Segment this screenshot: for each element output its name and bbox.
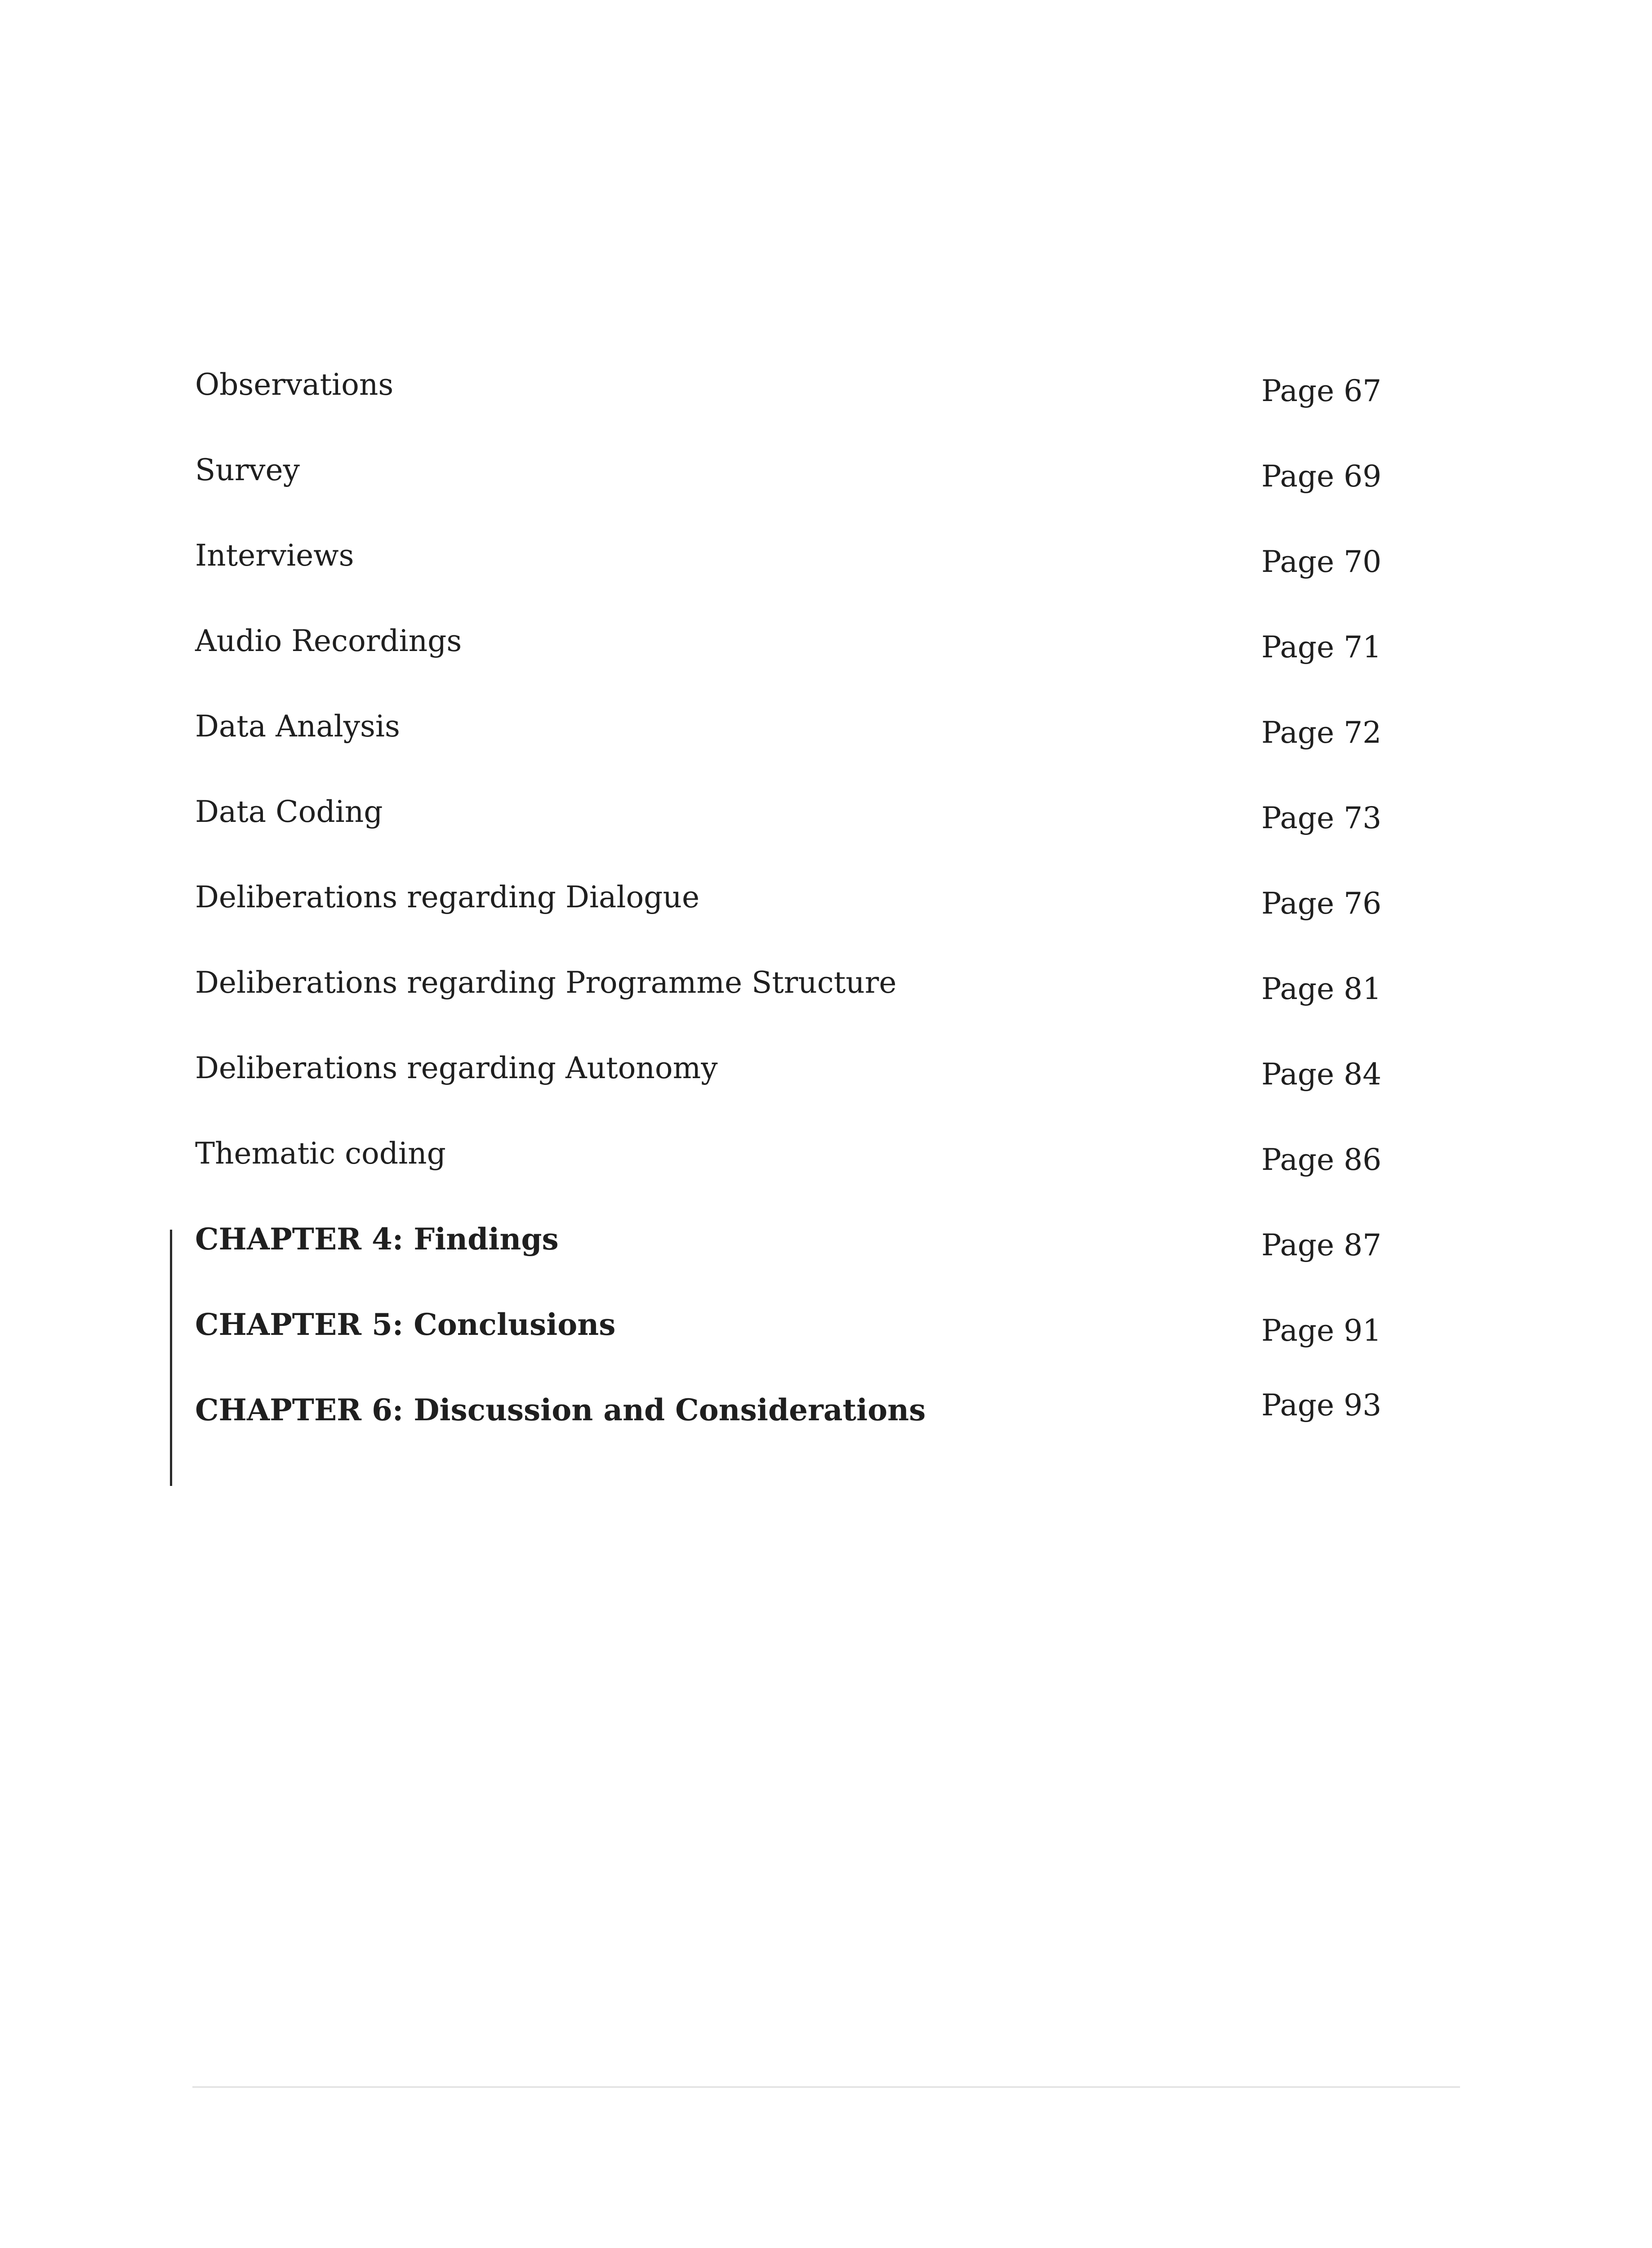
toc-entry-title: Deliberations regarding Dialogue <box>195 880 699 914</box>
toc-entry-chapter-6 <box>195 1387 1409 1473</box>
toc-entry-title: Audio Recordings <box>195 624 462 658</box>
toc-entry-title: CHAPTER 4: Findings <box>195 1222 559 1257</box>
toc-entry-deliberations-autonomy <box>195 1046 1409 1131</box>
toc-entry-title: Deliberations regarding Autonomy <box>195 1051 718 1085</box>
toc-entry-title: Data Coding <box>195 794 383 829</box>
toc-entry-page: Page 72 <box>1261 715 1382 750</box>
toc-entry-page: Page 67 <box>1261 374 1382 408</box>
toc-entry-page: Page 69 <box>1261 459 1382 494</box>
toc-entry-data-analysis <box>195 704 1409 789</box>
toc-entry-survey <box>195 448 1409 533</box>
toc-entry-page: Page 87 <box>1261 1228 1382 1262</box>
toc-entry-title: Interviews <box>195 538 354 573</box>
toc-entry-title: Deliberations regarding Programme Structure <box>195 965 897 1000</box>
toc-entry-title: Data Analysis <box>195 709 400 744</box>
toc-entry-thematic-coding <box>195 1131 1409 1217</box>
toc-entry-page: Page 73 <box>1261 801 1382 835</box>
toc-entry-page: Page 76 <box>1261 886 1382 921</box>
toc-entry-title: CHAPTER 5: Conclusions <box>195 1307 616 1342</box>
toc-entry-title: CHAPTER 6: Discussion and Considerations <box>195 1392 926 1427</box>
toc-entry-audio-recordings <box>195 619 1409 704</box>
toc-entry-title: Observations <box>195 367 394 402</box>
toc-entry-page: Page 84 <box>1261 1057 1382 1092</box>
toc-entry-interviews <box>195 533 1409 619</box>
toc-entry-title: Survey <box>195 453 300 487</box>
toc-entry-chapter-4 <box>195 1217 1409 1302</box>
revision-change-bar <box>170 1230 172 1486</box>
toc-entry-data-coding <box>195 789 1409 875</box>
toc-entry-deliberations-programme-structure <box>195 960 1409 1046</box>
table-of-contents <box>195 362 1409 1473</box>
footer-divider <box>192 2086 1460 2088</box>
toc-entry-title: Thematic coding <box>195 1136 446 1171</box>
toc-entry-observations <box>195 362 1409 448</box>
toc-entry-page: Page 70 <box>1261 544 1382 579</box>
toc-entry-page: Page 81 <box>1261 972 1382 1006</box>
toc-entry-chapter-5 <box>195 1302 1409 1387</box>
toc-entry-page: Page 91 <box>1261 1313 1382 1348</box>
toc-entry-page: Page 71 <box>1261 630 1382 665</box>
toc-entry-page: Page 93 <box>1261 1388 1382 1423</box>
toc-entry-page: Page 86 <box>1261 1142 1382 1177</box>
toc-entry-deliberations-dialogue <box>195 875 1409 960</box>
